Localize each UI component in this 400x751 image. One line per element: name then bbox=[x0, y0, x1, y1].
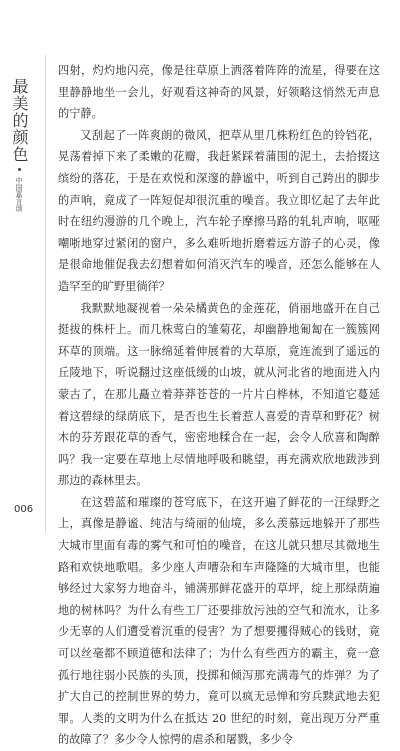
paragraph: 四射，灼灼地闪亮，像是往草原上洒落着阵阵的流星，得要在这里静静地坐一会儿，好观看这神奇的风景，好领略这悄然无声息的宁静。 bbox=[58, 64, 380, 121]
title-separator-dot bbox=[18, 168, 21, 171]
paragraph: 在这碧蓝和璀璨的苍穹底下，在这开遍了鲜花的一汪绿野之上，真像是静谧、纯洁与绮丽的仙境，多么羡慕远地躲开了那些大城市里面有毒的雾气和可怕的噪音，在这儿就只想尽其微地生路和欢快地歌唱。多少座人声嘈杂和车声隆隆的大城市里，也能够经过大家努力地奋斗，铺满那鲜花盛开的草坪，绽上那绿荫遍地的树林吗？为什么有些工厂还要排放污浊的空气和流水，让多少无辜的人们遭受着沉重的侵害？为了想要攫得贼心的钱财，竟可以丝毫都不顾道德和法律了；为什么有些西方的霸主，竟一意孤行地往弱小民族的头顶，投掷和倾泻那充满毒气的炸弹？为了扩大自己的控制世界的势力，竟可以疯无忌惮和穷兵黩武地去犯罪。人类的文明为什么在抵达 20 世纪的时刻，竟出现万分严重的故障了？多少令人惊愕的虐杀和屠戮，多少令 bbox=[58, 495, 380, 747]
paragraph: 我默默地凝视着一朵朵橘黄色的金莲花，俏丽地盛开在自己挺拔的株杆上。而几株莺白的雏菊花，却幽静地匍匐在一簇簇网环草的顶端。这一脉绵延着伸展着的大草原，竟连流到了遥远的丘陵地下，听说翻过这座低缓的山坡，就从河北省的地面进入内蒙古了，在那儿矗立着莽莽苍苍的一片片白桦林，不知道它蔓延着这碧绿的绿荫底下，是否也生长着惹人喜爱的青草和野花？树木的芬芳跟花草的香气，密密地糅合在一起，会令人欣喜和陶醉吗？我一定要在草地上尽情地呼吸和眺望，再充满欢欣地跋涉到那边的森林里去。 bbox=[58, 301, 380, 488]
body-text bbox=[58, 60, 380, 751]
series-title-main: 最美的颜色 bbox=[10, 78, 29, 163]
series-subtitle: 中国嘉言颂 bbox=[15, 177, 23, 212]
page-number: 006 bbox=[14, 504, 34, 515]
margin-divider bbox=[45, 55, 46, 533]
paragraph: 又刮起了一阵爽朗的微风，把草从里几株粉红色的铃铛花，晃荡着掉下来了柔嫩的花瓣，我赶紧踩着蒲围的泥土，去拾掇这缤纷的落花，于是在欢悦和深邃的静谧中，听到自己跨出的脚步的声响，竟成了一阵短促却很沉重的噪音。我立即忆起了去年此时在纽约漫游的几个晚上，汽车轮子摩擦马路的轧轧声响，呕哑嘲哳地穿过紧闭的窗户，多么难听地折磨着远方游子的心灵，像是很命地催促我去幻想着如何消灭汽车的噪音，还怎么能够在人造罕至的旷野里徜徉？ bbox=[58, 128, 380, 293]
series-title bbox=[8, 78, 30, 212]
